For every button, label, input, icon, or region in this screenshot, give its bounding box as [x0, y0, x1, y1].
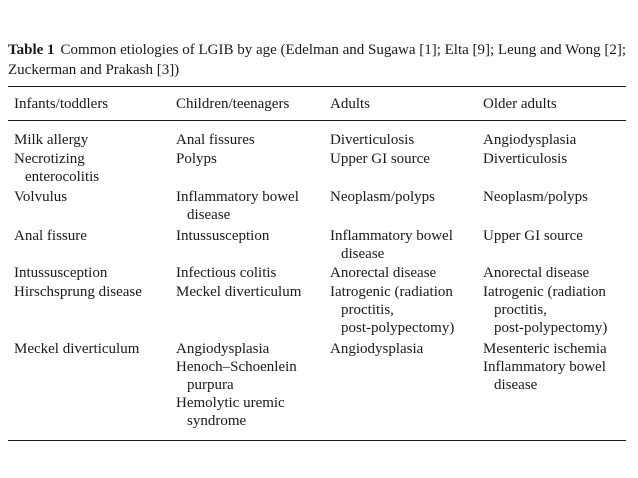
cell-line: Necrotizing — [14, 151, 85, 167]
cell-line: Inflammatory bowel — [483, 359, 606, 375]
table-cell: Neoplasm/polyps — [330, 189, 435, 205]
column-header-older-adults: Older adults — [483, 96, 557, 112]
cell-line: post-polypectomy) — [494, 320, 608, 336]
header-rule — [8, 120, 626, 121]
cell-line: Inflammatory bowel — [176, 189, 299, 205]
table-cell — [483, 340, 607, 394]
table-number: Table 1 — [8, 42, 55, 58]
cell-line: Henoch–Schoenlein — [176, 359, 297, 375]
table-cell: Neoplasm/polyps — [483, 189, 588, 205]
cell-line: Iatrogenic (radiation — [483, 284, 606, 300]
bottom-rule — [8, 440, 626, 441]
table-cell: Anorectal disease — [330, 265, 437, 281]
table-cell: Hirschsprung disease — [14, 284, 142, 300]
table-cell: Meckel diverticulum — [176, 284, 302, 300]
table-cell — [14, 150, 99, 186]
table-cell — [176, 188, 299, 224]
cell-line: post-polypectomy) — [341, 320, 455, 336]
table-cell — [176, 340, 297, 430]
table-cell: Meckel diverticulum — [14, 341, 140, 357]
table-cell: Intussusception — [14, 265, 108, 281]
table-cell: Diverticulosis — [330, 132, 415, 148]
table-cell: Anorectal disease — [483, 265, 590, 281]
table-cell: Upper GI source — [330, 151, 430, 167]
cell-line: disease — [341, 246, 385, 262]
cell-line: syndrome — [187, 413, 247, 429]
cell-line: disease — [494, 377, 538, 393]
table-cell — [330, 227, 453, 263]
top-rule — [8, 86, 626, 87]
column-header-infants: Infants/toddlers — [14, 96, 109, 112]
table-cell — [330, 283, 454, 337]
table-cell — [483, 283, 607, 337]
table-cell: Angiodysplasia — [330, 341, 424, 357]
cell-line: disease — [187, 207, 231, 223]
table-cell: Volvulus — [14, 189, 68, 205]
table-cell: Polyps — [176, 151, 217, 167]
table-cell: Angiodysplasia — [483, 132, 577, 148]
table-cell: Diverticulosis — [483, 151, 568, 167]
cell-line: Hemolytic uremic — [176, 395, 285, 411]
caption-text: Common etiologies of LGIB by age (Edelman and Sugawa [1]; Elta [9]; Leung and Wong [2]; Zuckerman and Prakash [3]) — [8, 42, 627, 78]
table-cell: Anal fissures — [176, 132, 255, 148]
cell-line: Inflammatory bowel — [330, 228, 453, 244]
cell-line: Iatrogenic (radiation — [330, 284, 453, 300]
column-header-children: Children/teenagers — [176, 96, 290, 112]
table-cell: Intussusception — [176, 228, 270, 244]
table-cell: Milk allergy — [14, 132, 89, 148]
table-caption — [8, 40, 632, 80]
cell-line: Mesenteric ischemia — [483, 341, 607, 357]
cell-line: purpura — [187, 377, 234, 393]
cell-line: enterocolitis — [25, 169, 100, 185]
table-cell: Anal fissure — [14, 228, 87, 244]
cell-line: proctitis, — [341, 302, 394, 318]
table-cell: Infectious colitis — [176, 265, 277, 281]
table-cell: Upper GI source — [483, 228, 583, 244]
cell-line: Angiodysplasia — [176, 341, 270, 357]
column-header-adults: Adults — [330, 96, 371, 112]
cell-line: proctitis, — [494, 302, 547, 318]
